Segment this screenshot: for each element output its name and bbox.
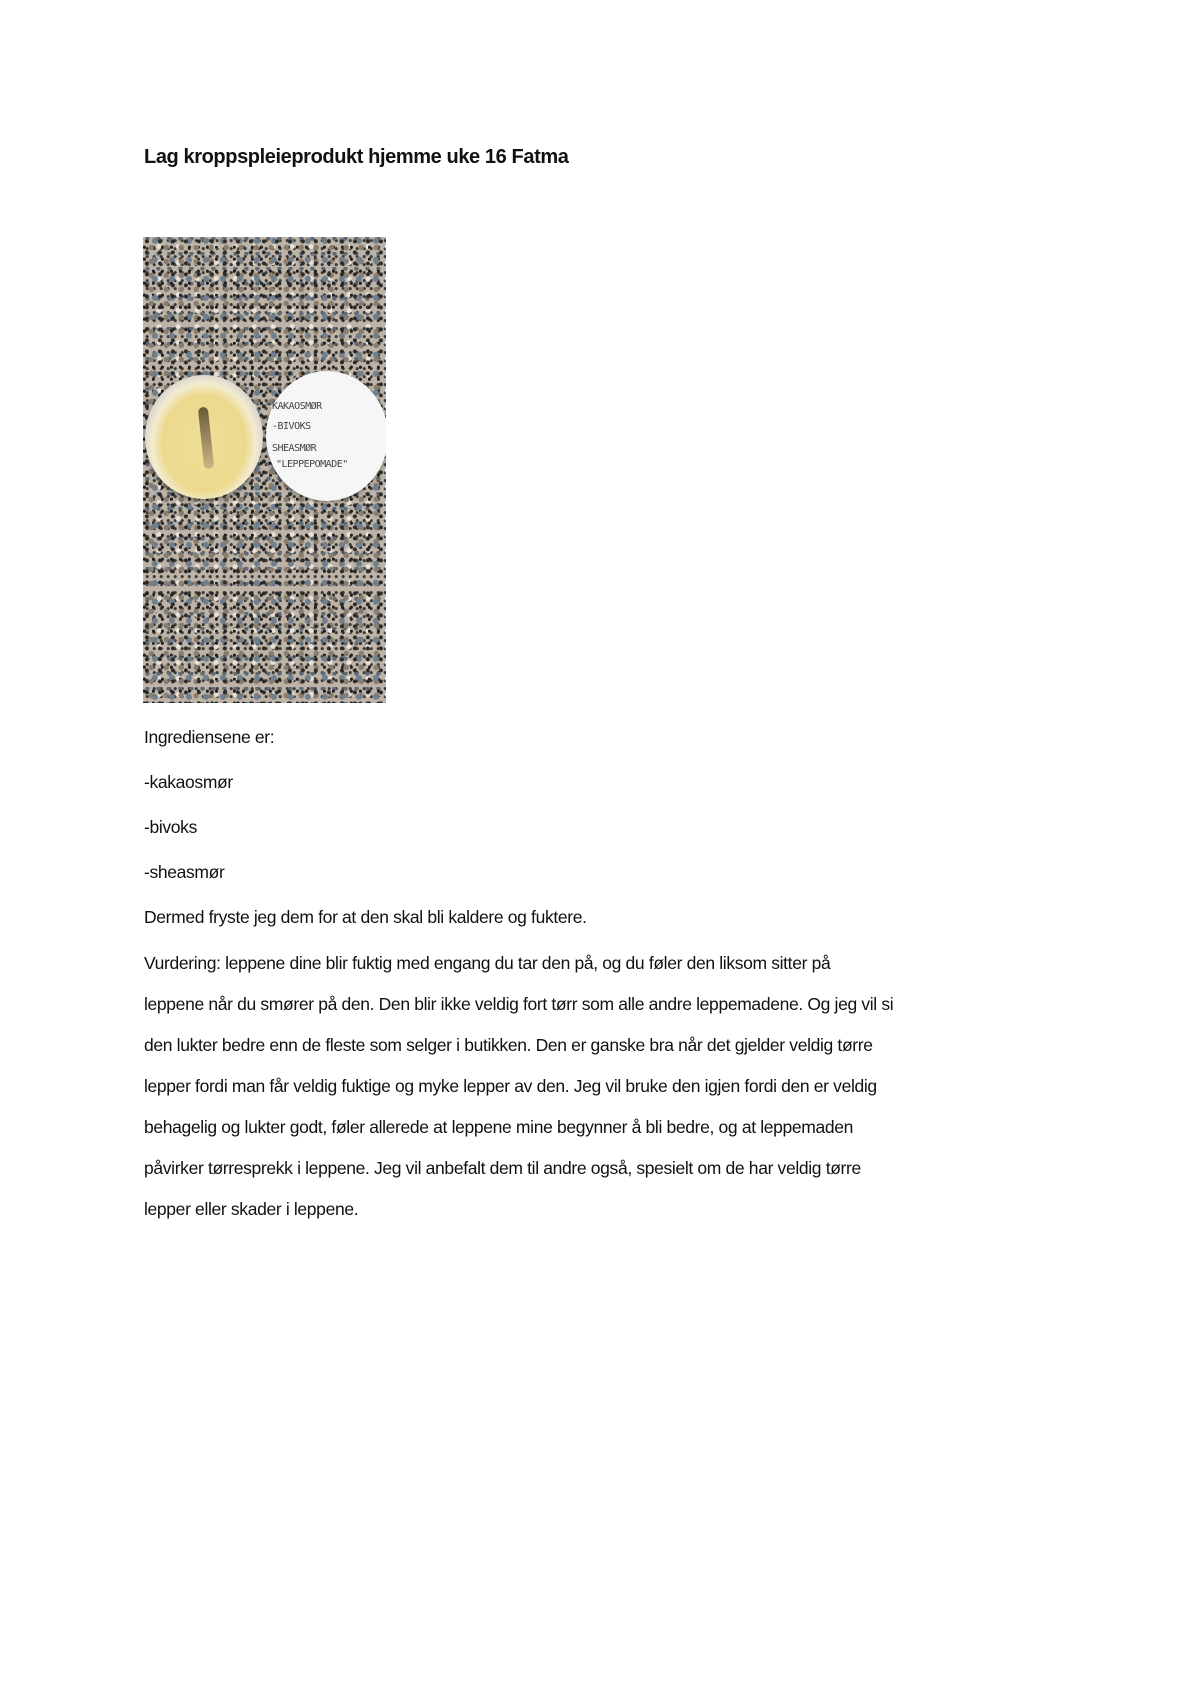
evaluation-line: påvirker tørresprekk i leppene. Jeg vil anbefalt dem til andre også, spesielt om de har veldig tørre <box>144 1158 861 1178</box>
ingredients-heading: Ingrediensene er: <box>144 727 275 747</box>
lip-balm-photo <box>143 237 386 703</box>
note-paragraph: Dermed fryste jeg dem for at den skal bli kaldere og fuktere. <box>144 907 587 927</box>
label-line: SHEASMØR <box>272 443 317 454</box>
label-line: -BIVOKS <box>272 421 311 432</box>
evaluation-line: lepper fordi man får veldig fuktige og myke lepper av den. Jeg vil bruke den igjen fordi den er veldig <box>144 1076 877 1096</box>
stick <box>198 407 214 470</box>
label-line: KAKAOSMØR <box>272 401 322 412</box>
label-line: "LEPPEPOMADE" <box>276 459 348 470</box>
evaluation-line: lepper eller skader i leppene. <box>144 1199 359 1219</box>
ingredient-item: -kakaosmør <box>144 772 233 792</box>
lip-balm-bowl <box>145 375 263 499</box>
handwritten-label <box>266 371 386 501</box>
evaluation-line: behagelig og lukter godt, føler allerede at leppene mine begynner å bli bedre, og at leppemaden <box>144 1117 854 1137</box>
evaluation-line: Vurdering: leppene dine blir fuktig med engang du tar den på, og du føler den liksom sitter på <box>144 953 831 973</box>
ingredient-item: -sheasmør <box>144 862 225 882</box>
evaluation-line: leppene når du smører på den. Den blir ikke veldig fort tørr som alle andre leppemadene. Og jeg vil si <box>144 994 894 1014</box>
document-title: Lag kroppspleieprodukt hjemme uke 16 Fatma <box>144 146 569 168</box>
evaluation-line: den lukter bedre enn de fleste som selger i butikken. Den er ganske bra når det gjelder veldig tørre <box>144 1035 873 1055</box>
ingredient-item: -bivoks <box>144 817 197 837</box>
